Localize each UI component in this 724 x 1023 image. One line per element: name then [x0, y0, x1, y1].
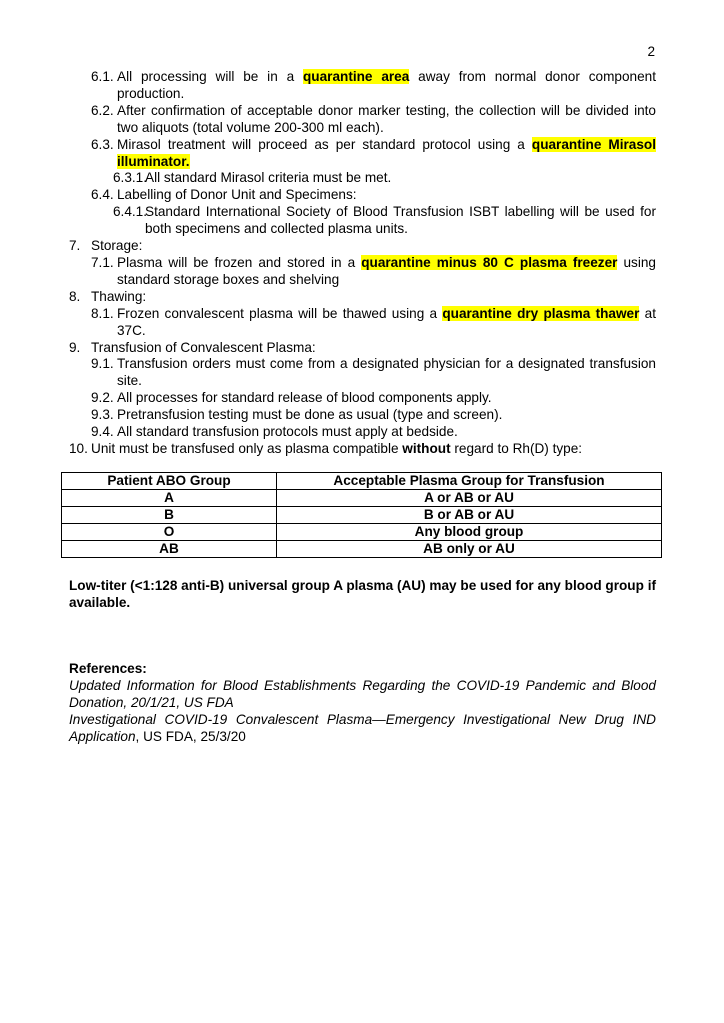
- list-item-6-3-1: [69, 170, 656, 187]
- item-number: 6.3.1.: [113, 170, 148, 186]
- item-number: 6.3.: [91, 136, 114, 152]
- table-cell: B: [62, 507, 277, 524]
- item-text: using standard storage boxes and shelving: [117, 254, 656, 287]
- references-section: [69, 660, 656, 745]
- procedure-list: [69, 69, 656, 458]
- reference-1: [69, 677, 656, 711]
- list-item-9: [69, 340, 656, 357]
- item-text: Storage:: [91, 238, 143, 254]
- au-plasma-note: Low-titer (<1:128 anti-B) universal group A plasma (AU) may be used for any blood group if available.: [69, 578, 656, 610]
- item-text: Transfusion orders must come from a designated physician for a designated transfusion site.: [117, 356, 656, 389]
- table-row: [62, 524, 662, 541]
- table-cell: AB only or AU: [277, 541, 662, 558]
- item-bold-text: without: [402, 440, 451, 456]
- reference-title: Updated Information for Blood Establishments Regarding the COVID-19 Pandemic and Blood Donation, 20/1/21, US FDA: [69, 678, 656, 710]
- item-number: 9.3.: [91, 407, 114, 423]
- item-text: Frozen convalescent plasma will be thawed using a: [117, 305, 443, 321]
- highlight-mirasol-illuminator: quarantine Mirasol illuminator.: [117, 136, 657, 169]
- item-text: Plasma will be frozen and stored in a: [117, 254, 362, 270]
- reference-title: Investigational COVID-19 Convalescent Plasma—Emergency Investigational New Drug IND Application: [69, 712, 656, 744]
- highlight-plasma-freezer: quarantine minus 80 C plasma freezer: [361, 254, 618, 270]
- table-cell: B or AB or AU: [277, 507, 662, 524]
- item-number: 6.4.: [91, 187, 114, 203]
- item-number: 7.1.: [91, 254, 114, 270]
- item-text: Pretransfusion testing must be done as usual (type and screen).: [117, 407, 503, 423]
- item-text: All standard transfusion protocols must apply at bedside.: [117, 424, 458, 440]
- references-heading: References:: [69, 661, 147, 676]
- table-row: [62, 507, 662, 524]
- list-item-8: [69, 289, 656, 306]
- item-number: 8.: [69, 288, 81, 304]
- list-item-6-4: [69, 187, 656, 204]
- item-number: 6.1.: [91, 69, 114, 84]
- item-number: 9.2.: [91, 390, 114, 406]
- item-text: All processing will be in a: [117, 69, 303, 84]
- list-item-7: [69, 238, 656, 255]
- list-item-10: [69, 441, 656, 458]
- list-item-6-1: [69, 69, 656, 103]
- highlight-quarantine-area: quarantine area: [303, 69, 410, 84]
- highlight-plasma-thawer: quarantine dry plasma thawer: [442, 305, 640, 321]
- list-item-6-2: [69, 103, 656, 137]
- item-number: 9.: [69, 339, 81, 355]
- list-item-8-1: [69, 306, 656, 340]
- page-number: 2: [647, 44, 655, 59]
- item-text: All standard Mirasol criteria must be met.: [145, 170, 392, 186]
- item-text: Transfusion of Convalescent Plasma:: [91, 339, 316, 355]
- list-item-6-3: [69, 137, 656, 171]
- table-header-cell: Patient ABO Group: [62, 473, 277, 490]
- item-number: 10.: [69, 440, 88, 456]
- item-number: 6.4.1.: [113, 204, 148, 220]
- list-item-9-4: [69, 424, 656, 441]
- table-cell: A or AB or AU: [277, 490, 662, 507]
- item-number: 9.4.: [91, 424, 114, 440]
- list-item-6-4-1: [69, 204, 656, 238]
- list-item-7-1: [69, 255, 656, 289]
- item-text: Thawing:: [91, 288, 147, 304]
- item-text: All processes for standard release of blood components apply.: [117, 390, 492, 406]
- item-number: 9.1.: [91, 356, 114, 372]
- item-text: Unit must be transfused only as plasma compatible: [91, 440, 403, 456]
- item-number: 8.1.: [91, 305, 114, 321]
- item-text: Standard International Society of Blood Transfusion ISBT labelling will be used for both specimens and collected plasma units.: [145, 204, 656, 237]
- item-text: at 37C.: [117, 305, 656, 338]
- list-item-9-1: [69, 356, 656, 390]
- table-cell: O: [62, 524, 277, 541]
- list-item-9-3: [69, 407, 656, 424]
- table-header-cell: Acceptable Plasma Group for Transfusion: [277, 473, 662, 490]
- table-cell: A: [62, 490, 277, 507]
- abo-compatibility-table: [61, 472, 662, 558]
- item-text: Labelling of Donor Unit and Specimens:: [117, 187, 357, 203]
- table-cell: AB: [62, 541, 277, 558]
- table-row: [62, 490, 662, 507]
- item-number: 7.: [69, 238, 81, 254]
- table-row: [62, 541, 662, 558]
- item-number: 6.2.: [91, 102, 114, 118]
- item-text: After confirmation of acceptable donor marker testing, the collection will be divided into two aliquots (total volume 200-300 ml each).: [117, 102, 656, 135]
- table-cell: Any blood group: [277, 524, 662, 541]
- reference-source: , US FDA, 25/3/20: [135, 729, 246, 744]
- item-text: regard to Rh(D) type:: [450, 440, 583, 456]
- reference-2: [69, 711, 656, 745]
- table-header-row: [62, 473, 662, 490]
- list-item-9-2: [69, 390, 656, 407]
- item-text: Mirasol treatment will proceed as per standard protocol using a: [117, 136, 532, 152]
- item-text: away from normal donor component production.: [117, 69, 656, 101]
